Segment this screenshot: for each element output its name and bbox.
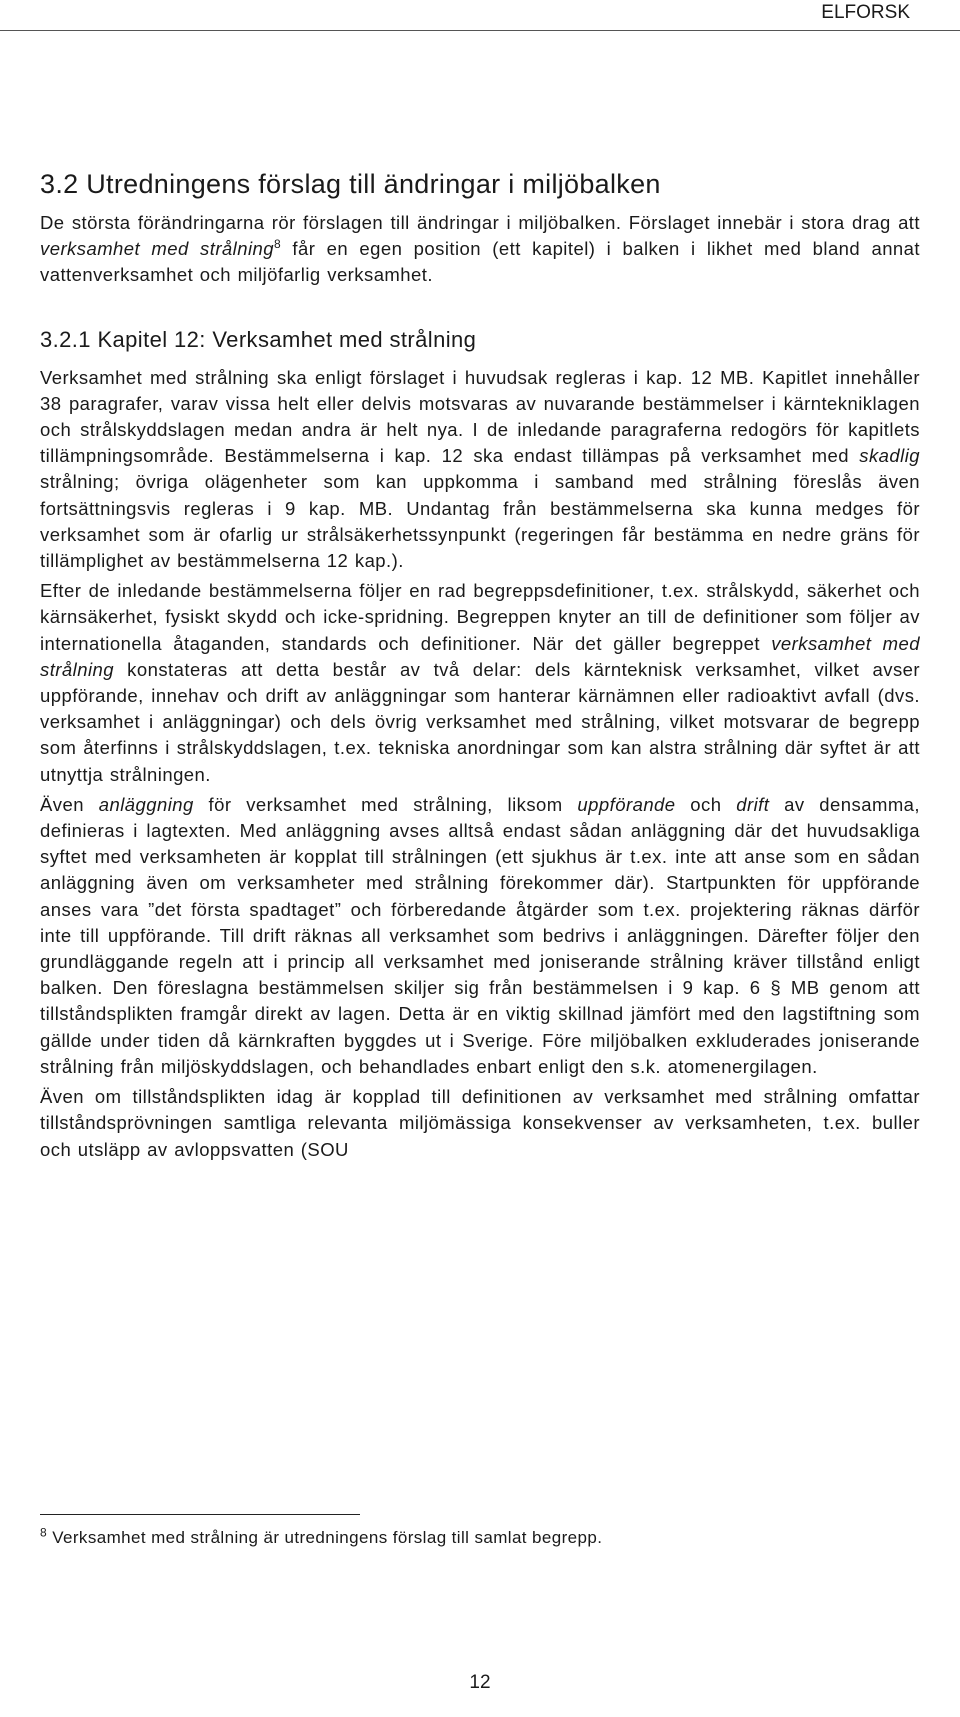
header-brand: ELFORSK (821, 2, 910, 23)
intro-text-1: De största förändringarna rör förslagen till ändringar i miljöbalken. Förslaget innebär i stora drag att (40, 212, 920, 233)
paragraph-3 (40, 792, 920, 1080)
p1-text-1: Verksamhet med strålning ska enligt förslaget i huvudsak regleras i kap. 12 MB. Kapitlet innehåller 38 paragrafer, varav vissa helt eller delvis motsvaras av nuvarande bestämmelser i kärntekniklagen och strålskyddslagen medan andra är helt nya. I de inledande paragraferna redogörs för kapitlets tillämpningsområde. Bestämmelserna i kap. 12 ska endast tillämpas på verksamhet med (40, 366, 920, 467)
subsection-heading: 3.2.1 Kapitel 12: Verksamhet med strålning (40, 326, 477, 352)
p3-emphasis-1: anläggning (98, 793, 194, 815)
footnote-text: Verksamhet med strålning är utredningens förslag till samlat begrepp. (47, 1528, 603, 1547)
p2-text-2: konstateras att detta består av två delar: dels kärnteknisk verksamhet, vilket avser uppförande, innehav och drift av anläggningar som hanterar kärnämnen eller radioaktivt avfall (dvs. verksamhet i anläggningar) och dels övrig verksamhet med strålning, vilket motsvarar de begrepp som återfinns i strålskyddslagen, t.ex. tekniska anordningar som kan alstra strålning där syftet är att utnyttja strålningen. (40, 658, 920, 785)
paragraph-1 (40, 365, 920, 575)
p3-text-1: Även (40, 793, 99, 815)
p1-emphasis: skadlig (859, 445, 920, 467)
document-body (40, 166, 920, 1167)
p3-text-4: av densamma, definieras i lagtexten. Med anläggning avses alltså endast sådan anläggning där det huvudsakliga syftet med verksamheten är kopplat till strålningen (ett sjukhus är t.ex. inte att anse som en sådan anläggning även om verksamheter med strålning förekommer där). Startpunkten för uppförande anses vara ”det första spadtaget” och förberedande åtgärder som t.ex. projektering räknas därför inte till uppförande. Till drift räknas all verksamhet som bedrivs i anläggningen. Därefter följer den grundläggande regeln att i princip all verksamhet med joniserande strålning kräver tillstånd enligt balken. Den föreslagna bestämmelsen skiljer sig från bestämmelsen i 9 kap. 6 § MB genom att tillståndsplikten framgår direkt av lagen. Detta är en viktig skillnad jämfört med den lagstiftning som gällde under tiden då kärnkraften byggdes ut i Sverige. Före miljöbalken exkluderades joniserande strålning från miljöskyddslagen, och behandlades enbart enligt den s.k. atomenergilagen. (40, 793, 921, 1077)
p2-emphasis: verksamhet med strålning (40, 632, 920, 680)
footnote-number: 8 (40, 1525, 48, 1540)
p2-text-1: Efter de inledande bestämmelserna följer en rad begreppsdefinitioner, t.ex. strålskydd, säkerhet och kärnsäkerhet, fysiskt skydd och icke-spridning. Begreppen knyter an till de definitioner som följer av internationella åtaganden, standards och definitioner. När det gäller begreppet (40, 580, 920, 654)
p3-text-2: för verksamhet med strålning, liksom (193, 793, 578, 815)
header-rule (0, 30, 960, 31)
p1-text-2: strålning; övriga olägenheter som kan uppkomma i samband med strålning föreslås även fortsättningsvis regleras i 9 kap. MB. Undantag från bestämmelserna ska kunna medges för verksamhet som är ofarlig ur strålsäkerhetssynpunkt (regeringen får bestämma en nedre gräns för tillämplighet av bestämmelserna 12 kap.). (40, 471, 920, 572)
intro-emphasis: verksamhet med strålning (40, 238, 275, 260)
footnote (40, 1526, 920, 1550)
paragraph-2 (40, 578, 920, 788)
section-intro-paragraph (40, 210, 920, 289)
page-number: 12 (469, 1672, 491, 1693)
paragraph-4: Även om tillståndsplikten idag är kopplad till definitionen av verksamhet med strålning omfattar tillståndsprövningen samtliga relevanta miljömässiga konsekvenser av verksamheten, t.ex. buller och utsläpp av avloppsvatten (SOU (40, 1086, 920, 1160)
p3-text-3: och (675, 793, 737, 815)
p3-emphasis-3: drift (736, 793, 770, 815)
footnote-reference: 8 (274, 237, 282, 252)
p3-emphasis-2: uppförande (577, 793, 676, 815)
intro-text-2: får en egen position (ett kapitel) i balken i likhet med bland annat vattenverksamhet och miljöfarlig verksamhet. (40, 238, 920, 286)
footnote-rule (40, 1514, 360, 1515)
section-heading: 3.2 Utredningens förslag till ändringar i miljöbalken (40, 169, 661, 199)
page-header (0, 0, 960, 30)
